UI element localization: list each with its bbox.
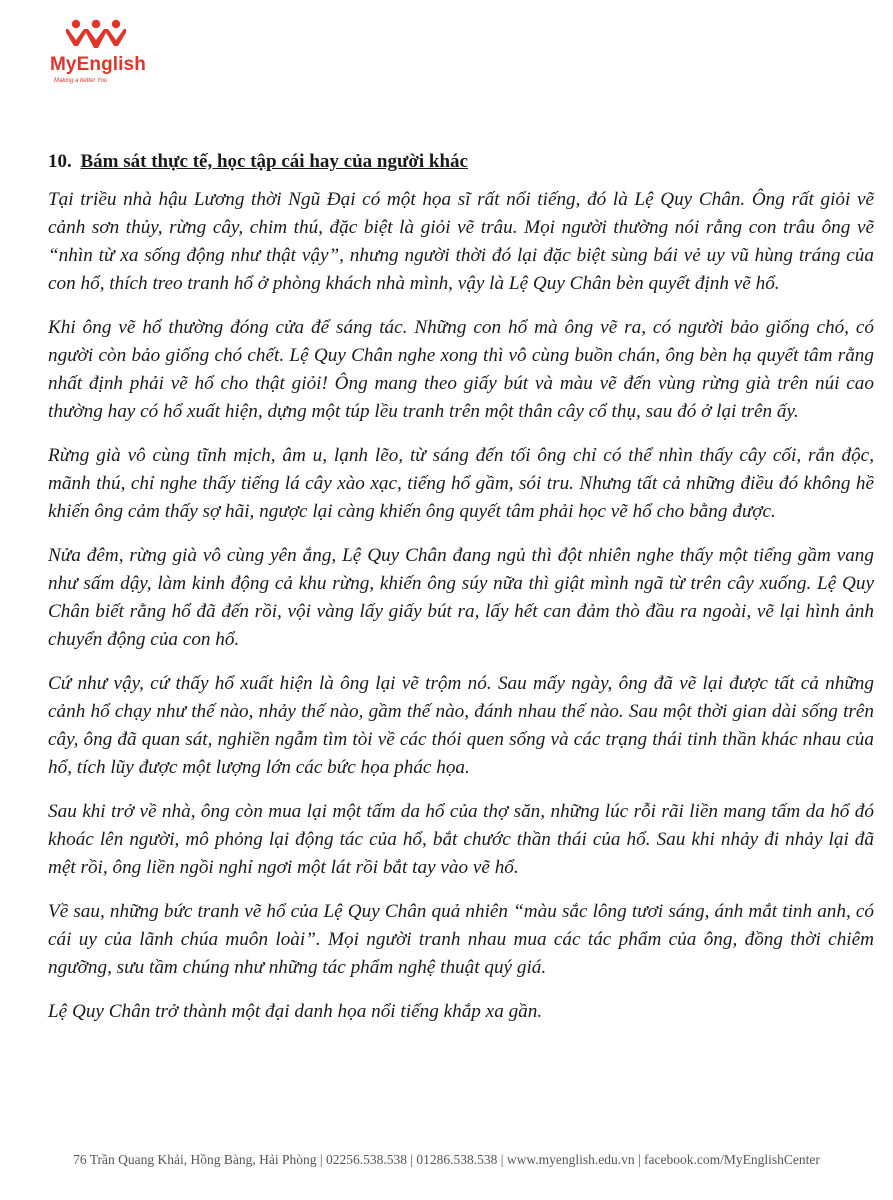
paragraph: Khi ông vẽ hổ thường đóng cửa để sáng tác. Những con hổ mà ông vẽ ra, có người bảo giống chó, có người còn bảo giống chó chết. Lệ Quy Chân nghe xong thì vô cùng buồn chán, ông bèn hạ quyết tâm rằng nhất định phải vẽ hổ cho thật giỏi! Ông mang theo giấy bút và màu vẽ đến vùng rừng già trên núi cao thường hay có hổ xuất hiện, dựng một túp lều tranh trên một thân cây cổ thụ, sau đó ở lại trên ấy. <box>48 317 874 422</box>
brand-name: MyEnglish <box>50 54 146 75</box>
brand-logo <box>50 18 160 98</box>
paragraph: Về sau, những bức tranh vẽ hổ của Lệ Quy Chân quả nhiên “màu sắc lông tươi sáng, ánh mắt tinh anh, có cái uy của lãnh chúa muôn loài”. Mọi người tranh nhau mua các tác phẩm của ông, đồng thời chiêm ngưỡng, sưu tầm chúng như những tác phẩm nghệ thuật quý giá. <box>48 901 874 978</box>
section-heading <box>48 148 874 176</box>
article <box>48 148 874 1042</box>
brand-tagline: Making a better You <box>54 78 108 84</box>
paragraph: Rừng già vô cùng tĩnh mịch, âm u, lạnh lẽo, từ sáng đến tối ông chỉ có thể nhìn thấy cây cối, rắn độc, mãnh thú, chỉ nghe thấy tiếng lá cây xào xạc, tiếng hổ gầm, sói tru. Nhưng tất cả những điều đó không hề khiến ông cảm thấy sợ hãi, ngược lại càng khiến ông quyết tâm phải học vẽ hổ cho bằng được. <box>48 445 874 522</box>
section-title: Bám sát thực tế, học tập cái hay của người khác <box>80 151 468 172</box>
paragraph: Lệ Quy Chân trở thành một đại danh họa nổi tiếng khắp xa gần. <box>48 1001 543 1022</box>
paragraph: Cứ như vậy, cứ thấy hổ xuất hiện là ông lại vẽ trộm nó. Sau mấy ngày, ông đã vẽ lại được tất cả những cảnh hổ chạy như thế nào, nhảy thế nào, gầm thế nào, đánh nhau thế nào. Sau một thời gian dài sống trên cây, ông đã quan sát, nghiền ngẫm tìm tòi về các thói quen sống và các trạng thái tinh thần khác nhau của hổ, tích lũy được một lượng lớn các bức họa phác họa. <box>48 673 874 778</box>
section-number: 10. <box>48 151 72 172</box>
paragraph: Nửa đêm, rừng già vô cùng yên ắng, Lệ Quy Chân đang ngủ thì đột nhiên nghe thấy một tiếng gầm vang như sấm dậy, làm kinh động cả khu rừng, khiến ông súy nữa thì giật mình ngã từ trên cây xuống. Lệ Quy Chân biết rằng hổ đã đến rồi, vội vàng lấy giấy bút ra, lấy hết can đảm thò đầu ra ngoài, vẽ lại hình ảnh chuyển động của con hổ. <box>48 545 874 650</box>
people-logo-icon <box>66 18 126 54</box>
paragraph: Sau khi trở về nhà, ông còn mua lại một tấm da hổ của thợ săn, những lúc rỗi rãi liền mang tấm da hổ đó khoác lên người, mô phỏng lại động tác của hổ, bắt chước thần thái của hổ. Sau khi nhảy đi nhảy lại đã mệt rồi, ông liền ngồi nghỉ ngơi một lát rồi bắt tay vào vẽ hổ. <box>48 801 874 878</box>
page-footer: 76 Trần Quang Khải, Hồng Bàng, Hải Phòng | 02256.538.538 | 01286.538.538 | www.myenglish.edu.vn | facebook.com/MyEnglishCenter <box>73 1152 820 1167</box>
paragraph: Tại triều nhà hậu Lương thời Ngũ Đại có một họa sĩ rất nổi tiếng, đó là Lệ Quy Chân. Ông rất giỏi vẽ cảnh sơn thủy, rừng cây, chim thú, đặc biệt là giỏi vẽ trâu. Mọi người thường nói rằng con trâu ông vẽ “nhìn từ xa sống động như thật vậy”, nhưng người thời đó lại đặc biệt sùng bái vẻ uy vũ hùng tráng của con hổ, thích treo tranh hổ ở phòng khách nhà mình, vậy là Lệ Quy Chân bèn quyết định vẽ hổ. <box>48 189 874 294</box>
